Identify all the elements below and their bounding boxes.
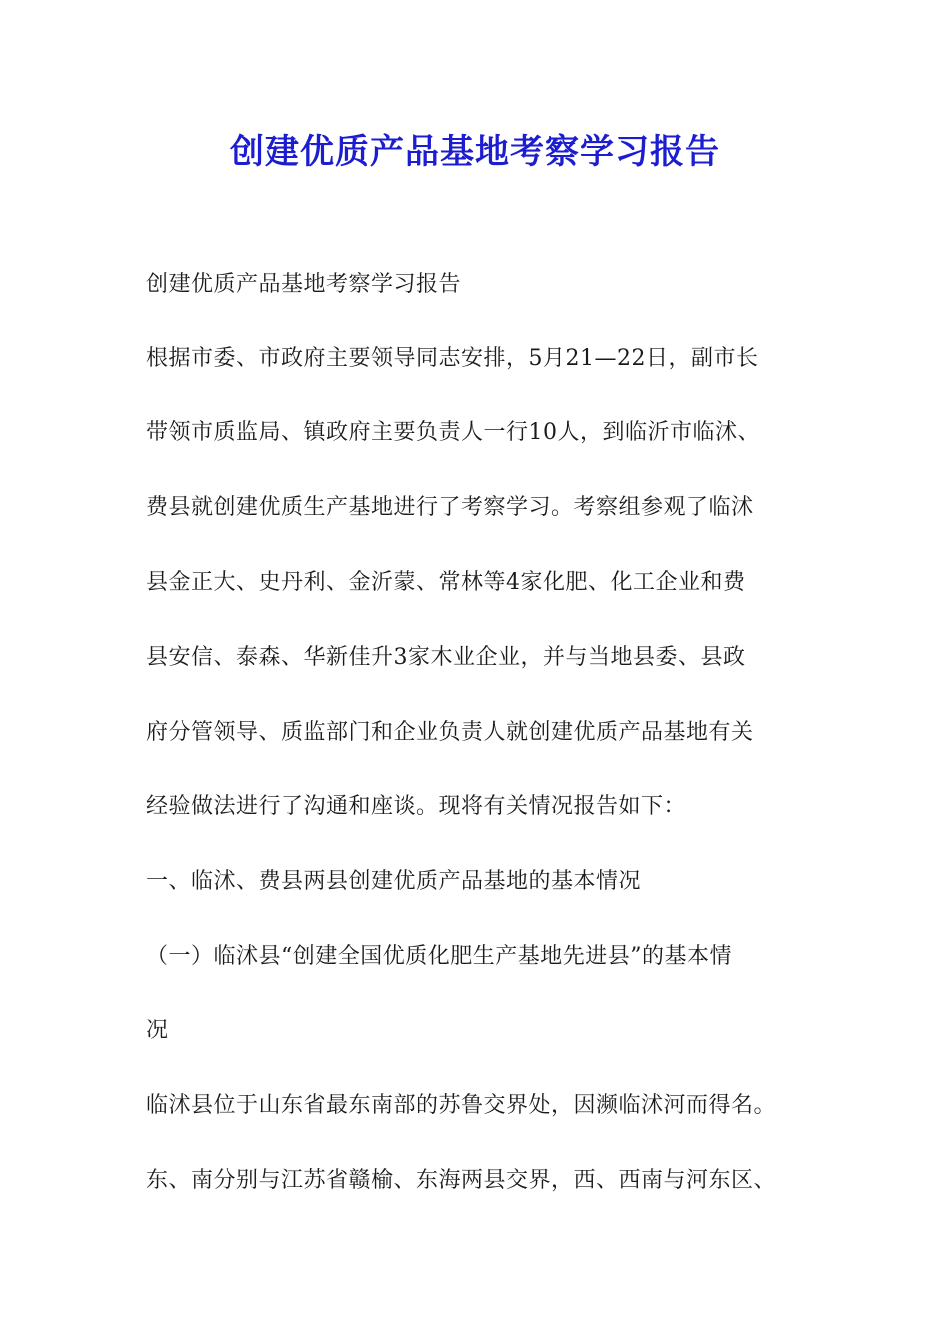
subsection-heading: （一）临沭县“创建全国优质化肥生产基地先进县”的基本情 — [146, 944, 732, 969]
section-heading: 一、临沭、费县两县创建优质产品基地的基本情况 — [146, 869, 642, 894]
document-title: 创建优质产品基地考察学习报告 — [230, 132, 720, 172]
text-line: 府分管领导、质监部门和企业负责人就创建优质产品基地有关 — [146, 720, 754, 745]
text-line: 县安信、泰森、华新佳升3家木业企业，并与当地县委、县政 — [146, 645, 746, 670]
text-line: 费县就创建优质生产基地进行了考察学习。考察组参观了临沭 — [146, 495, 754, 520]
text-line: 县金正大、史丹利、金沂蒙、常林等4家化肥、化工企业和费 — [146, 570, 746, 595]
text-line: 带领市质监局、镇政府主要负责人一行10人，到临沂市临沭、 — [146, 420, 760, 445]
text-line: 根据市委、市政府主要领导同志安排，5月21—22日，副市长 — [146, 346, 759, 371]
text-line: 临沭县位于山东省最东南部的苏鲁交界处，因濒临沭河而得名。 — [146, 1093, 777, 1118]
subsection-heading-continued: 况 — [146, 1018, 169, 1043]
text-line: 创建优质产品基地考察学习报告 — [146, 272, 462, 297]
text-line: 东、南分别与江苏省赣榆、东海两县交界，西、西南与河东区、 — [146, 1168, 777, 1193]
text-line: 经验做法进行了沟通和座谈。现将有关情况报告如下： — [146, 794, 687, 819]
